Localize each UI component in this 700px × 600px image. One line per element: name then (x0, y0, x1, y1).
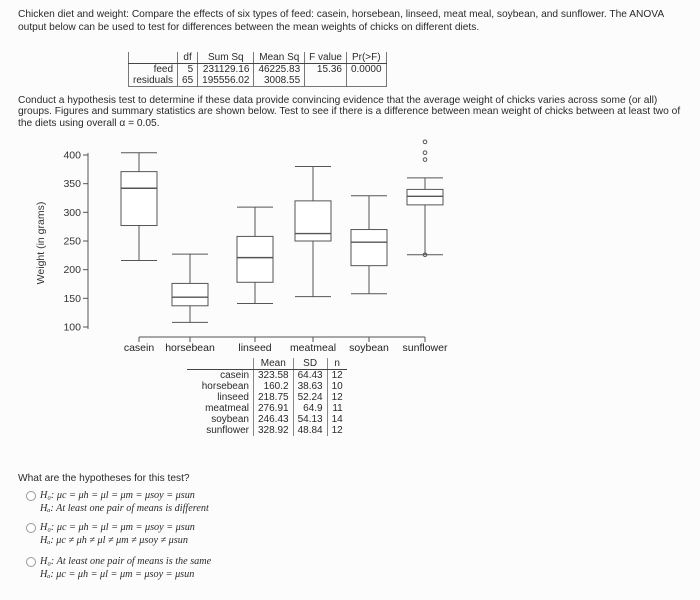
answer-option-1[interactable] (26, 490, 209, 515)
alternative-hypothesis: Hₐ: At least one pair of means is different (40, 502, 209, 514)
summary-cell: 218.75 (254, 392, 294, 403)
anova-cell: feed (153, 64, 174, 75)
summary-header-cell: n (327, 358, 347, 370)
problem-instructions: Conduct a hypothesis test to determine if these data provide convincing evidence that the average weight of chicks varies across some (or all) groups. Figures and summary statistics are shown below. Test to see if there is a difference between mean weight of chicks between at least two of the diets using overall α = 0.05. (18, 95, 681, 129)
null-hypothesis: H₀: μc = μh = μl = μm = μsoy = μsun (40, 522, 195, 533)
x-tick-label: soybean (349, 342, 389, 354)
x-tick-label: horsebean (165, 342, 215, 354)
anova-cell: 0.0000 (346, 64, 386, 76)
summary-row (187, 370, 347, 382)
answer-option-3[interactable] (26, 556, 211, 581)
box-soybean (351, 196, 387, 294)
y-tick-label: 400 (63, 149, 81, 162)
anova-cell: 65 (178, 75, 198, 87)
box-casein (121, 153, 157, 261)
summary-header-row (187, 358, 347, 370)
summary-header-cell (187, 358, 254, 370)
x-tick-label: meatmeal (289, 342, 337, 354)
summary-row (187, 403, 347, 414)
box-meatmeal (295, 166, 331, 296)
x-tick-label: sunflower (402, 342, 448, 354)
radio-button[interactable] (26, 523, 36, 533)
anova-header-cell: df (178, 52, 198, 64)
y-tick-label: 150 (63, 292, 81, 305)
null-hypothesis: H₀: μc = μh = μl = μm = μsoy = μsun (40, 490, 195, 501)
summary-cell: meatmeal (205, 403, 249, 414)
summary-cell: 64.9 (293, 403, 327, 414)
y-tick-label: 350 (63, 178, 81, 191)
outlier-point (423, 140, 427, 144)
summary-header-cell: Mean (254, 358, 294, 370)
summary-cell: 12 (327, 370, 347, 382)
summary-cell: 276.91 (254, 403, 294, 414)
summary-cell: 64.43 (293, 370, 327, 382)
summary-cell: 12 (327, 425, 347, 436)
summary-stats-table (187, 358, 347, 436)
y-tick-label: 250 (63, 235, 81, 248)
alternative-hypothesis: Hₐ: μc = μh = μl = μm = μsoy = μsun (40, 568, 195, 580)
summary-cell: 38.63 (293, 381, 327, 392)
summary-cell: 328.92 (254, 425, 294, 436)
summary-cell: 54.13 (293, 414, 327, 425)
box-iqr (121, 172, 157, 226)
summary-row (187, 414, 347, 425)
summary-cell: sunflower (206, 425, 249, 436)
box-horsebean (172, 254, 208, 322)
outlier-point (423, 151, 427, 155)
summary-cell: linseed (217, 392, 249, 403)
anova-header-cell: Sum Sq (198, 52, 254, 64)
summary-cell: 48.84 (293, 425, 327, 436)
null-hypothesis: H₀: At least one pair of means is the same (40, 556, 212, 567)
anova-header-cell: Mean Sq (254, 52, 305, 64)
summary-cell: 11 (327, 403, 347, 414)
summary-cell: 12 (327, 392, 347, 403)
box-linseed (237, 207, 273, 303)
box-iqr (351, 230, 387, 266)
radio-button[interactable] (26, 557, 36, 567)
box-iqr (172, 283, 208, 305)
summary-row (187, 392, 347, 403)
question-text: What are the hypotheses for this test? (18, 473, 190, 484)
anova-cell: 195556.02 (198, 75, 254, 87)
alternative-hypothesis: Hₐ: μc ≠ μh ≠ μl ≠ μm ≠ μsoy ≠ μsun (40, 534, 188, 546)
boxes (121, 140, 443, 322)
box-iqr (237, 236, 273, 282)
summary-cell: 246.43 (254, 414, 294, 425)
answer-option-2[interactable] (26, 522, 195, 547)
y-tick-label: 300 (63, 206, 81, 219)
anova-cell: residuals (133, 75, 174, 86)
y-tick-label: 200 (63, 264, 81, 277)
x-tick-label: casein (123, 342, 155, 354)
box-iqr (295, 201, 331, 241)
y-axis-label: Weight (in grams) (35, 201, 47, 285)
y-tick-label: 100 (63, 321, 81, 334)
summary-cell: 10 (327, 381, 347, 392)
anova-cell: 231129.16 (198, 64, 254, 76)
summary-header-cell: SD (293, 358, 327, 370)
problem-intro: Chicken diet and weight: Compare the effects of six types of feed: casein, horsebean, linseed, meat meal, soybean, and sunflower. The ANOVA output below can be used to test for differences between the mean weights of chicks on different diets. (18, 9, 664, 33)
box-iqr (407, 189, 443, 204)
anova-cell: 3008.55 (254, 75, 305, 87)
anova-cell: 46225.83 (254, 64, 305, 76)
summary-cell: 160.2 (254, 381, 294, 392)
outlier-point (423, 158, 427, 162)
anova-header-cell: Pr(>F) (346, 52, 386, 64)
summary-cell: soybean (211, 414, 249, 425)
anova-header-cell: F value (305, 52, 347, 64)
radio-button[interactable] (26, 491, 36, 501)
x-tick-label: linseed (238, 342, 272, 354)
summary-cell: 52.24 (293, 392, 327, 403)
box-sunflower (407, 140, 443, 257)
summary-cell: 14 (327, 414, 347, 425)
anova-cell: 5 (178, 64, 198, 76)
summary-cell: horsebean (201, 381, 249, 392)
summary-cell: 323.58 (254, 370, 294, 382)
summary-row (187, 381, 347, 392)
summary-cell: casein (220, 370, 249, 381)
summary-row (187, 425, 347, 436)
anova-cell: 15.36 (305, 64, 347, 76)
